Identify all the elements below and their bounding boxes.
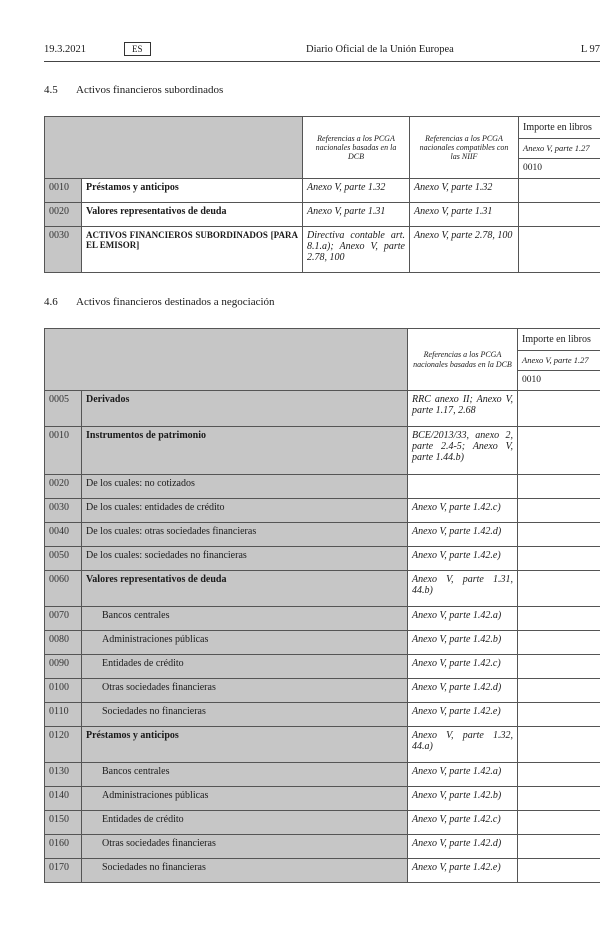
- table-activos-negociacion: [44, 328, 600, 883]
- row-code: 0150: [45, 811, 82, 835]
- row-value: [518, 475, 600, 499]
- row-value: [518, 787, 600, 811]
- row-label: Préstamos y anticipos: [82, 727, 408, 763]
- row-ref: BCE/2013/33, anexo 2, parte 2.4-5; Anexo V, parte 1.44.b): [408, 427, 518, 475]
- row-code: 0020: [45, 475, 82, 499]
- row-ref: Anexo V, parte 1.42.e): [408, 859, 518, 883]
- table-row: [45, 655, 600, 679]
- row-code: 0160: [45, 835, 82, 859]
- row-code: 0070: [45, 607, 82, 631]
- row-ref-niif: Anexo V, parte 1.31: [410, 203, 519, 227]
- section-number: 4.5: [44, 84, 58, 96]
- row-code: 0170: [45, 859, 82, 883]
- row-value: [518, 499, 600, 523]
- row-label: Entidades de crédito: [82, 655, 408, 679]
- table-row: [45, 547, 600, 571]
- row-value: [518, 835, 600, 859]
- table-row: [45, 499, 600, 523]
- page-number: L 97: [580, 44, 600, 55]
- row-label: ACTIVOS FINANCIEROS SUBORDINADOS [PARA EL EMISOR]: [82, 227, 303, 273]
- table-row: [45, 607, 600, 631]
- row-value: [519, 179, 600, 203]
- table-row: [45, 835, 600, 859]
- row-code: 0120: [45, 727, 82, 763]
- table-row: [45, 391, 600, 427]
- header-blank: [45, 117, 303, 179]
- row-ref: Anexo V, parte 1.31, 44.b): [408, 571, 518, 607]
- table-row: [45, 571, 600, 607]
- row-ref: Anexo V, parte 1.42.c): [408, 499, 518, 523]
- row-ref: Anexo V, parte 1.42.b): [408, 631, 518, 655]
- col-code: 0010: [518, 371, 600, 391]
- row-label: Instrumentos de patrimonio: [82, 427, 408, 475]
- table-row: [45, 179, 600, 203]
- publication-date: 19.3.2021: [44, 44, 86, 55]
- row-ref: Anexo V, parte 1.42.d): [408, 835, 518, 859]
- row-code: 0060: [45, 571, 82, 607]
- row-ref: Anexo V, parte 1.42.a): [408, 763, 518, 787]
- row-label: Préstamos y anticipos: [82, 179, 303, 203]
- row-label: De los cuales: no cotizados: [82, 475, 408, 499]
- row-code: 0090: [45, 655, 82, 679]
- row-label: Otras sociedades financieras: [82, 679, 408, 703]
- table-row: [45, 427, 600, 475]
- row-code: 0110: [45, 703, 82, 727]
- page-header: [44, 42, 600, 60]
- table-row: [45, 523, 600, 547]
- row-code: 0140: [45, 787, 82, 811]
- row-value: [518, 679, 600, 703]
- row-ref: Anexo V, parte 1.42.d): [408, 523, 518, 547]
- section-title-4-6: [44, 296, 275, 308]
- table-row: [45, 703, 600, 727]
- row-ref-pcga: Anexo V, parte 1.31: [303, 203, 410, 227]
- row-ref-niif: Anexo V, parte 1.32: [410, 179, 519, 203]
- col-code: 0010: [519, 159, 600, 179]
- row-label: De los cuales: otras sociedades financieras: [82, 523, 408, 547]
- row-value: [518, 703, 600, 727]
- row-value: [519, 227, 600, 273]
- table-row: [45, 727, 600, 763]
- table-row: [45, 811, 600, 835]
- col-header-importe: Importe en libros: [518, 329, 600, 351]
- row-label: De los cuales: sociedades no financieras: [82, 547, 408, 571]
- table-row: [45, 203, 600, 227]
- row-code: 0030: [45, 227, 82, 273]
- row-code: 0100: [45, 679, 82, 703]
- row-label: De los cuales: entidades de crédito: [82, 499, 408, 523]
- row-value: [518, 547, 600, 571]
- row-value: [518, 727, 600, 763]
- table-row: [45, 787, 600, 811]
- row-ref: Anexo V, parte 1.32, 44.a): [408, 727, 518, 763]
- row-label: Administraciones públicas: [82, 631, 408, 655]
- row-value: [518, 607, 600, 631]
- table-row: [45, 475, 600, 499]
- col-header-importe-ref: Anexo V, parte 1.27: [518, 351, 600, 371]
- row-code: 0030: [45, 499, 82, 523]
- row-value: [518, 391, 600, 427]
- col-header-ref-pcga: Referencias a los PCGA nacionales basadas en la DCB: [408, 329, 518, 391]
- journal-title: Diario Oficial de la Unión Europea: [306, 44, 454, 55]
- table-row: [45, 631, 600, 655]
- row-code: 0050: [45, 547, 82, 571]
- row-label: Valores representativos de deuda: [82, 203, 303, 227]
- section-heading: Activos financieros destinados a negociación: [76, 296, 275, 308]
- table-row: [45, 859, 600, 883]
- row-label: Sociedades no financieras: [82, 703, 408, 727]
- row-ref: Anexo V, parte 1.42.b): [408, 787, 518, 811]
- row-value: [518, 859, 600, 883]
- row-label: Derivados: [82, 391, 408, 427]
- row-value: [518, 631, 600, 655]
- row-ref: Anexo V, parte 1.42.c): [408, 655, 518, 679]
- row-code: 0020: [45, 203, 82, 227]
- row-code: 0010: [45, 179, 82, 203]
- language-badge: ES: [124, 42, 151, 56]
- row-ref-niif: Anexo V, parte 2.78, 100: [410, 227, 519, 273]
- col-header-importe: Importe en libros: [519, 117, 600, 139]
- row-ref: [408, 475, 518, 499]
- row-label: Otras sociedades financieras: [82, 835, 408, 859]
- row-ref: Anexo V, parte 1.42.e): [408, 703, 518, 727]
- row-value: [518, 427, 600, 475]
- row-ref-pcga: Anexo V, parte 1.32: [303, 179, 410, 203]
- row-value: [518, 523, 600, 547]
- table-row: [45, 763, 600, 787]
- row-ref: Anexo V, parte 1.42.a): [408, 607, 518, 631]
- row-value: [519, 203, 600, 227]
- table-row: [45, 679, 600, 703]
- row-code: 0130: [45, 763, 82, 787]
- row-value: [518, 811, 600, 835]
- row-code: 0080: [45, 631, 82, 655]
- col-header-ref-pcga: Referencias a los PCGA nacionales basadas en la DCB: [303, 117, 410, 179]
- row-label: Sociedades no financieras: [82, 859, 408, 883]
- row-ref: Anexo V, parte 1.42.d): [408, 679, 518, 703]
- row-code: 0040: [45, 523, 82, 547]
- row-code: 0005: [45, 391, 82, 427]
- row-ref: Anexo V, parte 1.42.e): [408, 547, 518, 571]
- header-blank: [45, 329, 408, 391]
- table-row: [45, 227, 600, 273]
- row-value: [518, 571, 600, 607]
- col-header-importe-ref: Anexo V, parte 1.27: [519, 139, 600, 159]
- table-activos-subordinados: [44, 116, 600, 273]
- section-title-4-5: [44, 84, 223, 96]
- row-ref: Anexo V, parte 1.42.c): [408, 811, 518, 835]
- row-ref-pcga: Directiva contable art. 8.1.a); Anexo V, parte 2.78, 100: [303, 227, 410, 273]
- header-rule: [44, 61, 600, 62]
- row-label: Valores representativos de deuda: [82, 571, 408, 607]
- row-label: Entidades de crédito: [82, 811, 408, 835]
- col-header-ref-niif: Referencias a los PCGA nacionales compatibles con las NIIF: [410, 117, 519, 179]
- row-code: 0010: [45, 427, 82, 475]
- row-label: Bancos centrales: [82, 763, 408, 787]
- row-value: [518, 763, 600, 787]
- row-ref: RRC anexo II; Anexo V, parte 1.17, 2.68: [408, 391, 518, 427]
- section-heading: Activos financieros subordinados: [76, 84, 224, 96]
- row-label: Bancos centrales: [82, 607, 408, 631]
- section-number: 4.6: [44, 296, 58, 308]
- row-value: [518, 655, 600, 679]
- row-label: Administraciones públicas: [82, 787, 408, 811]
